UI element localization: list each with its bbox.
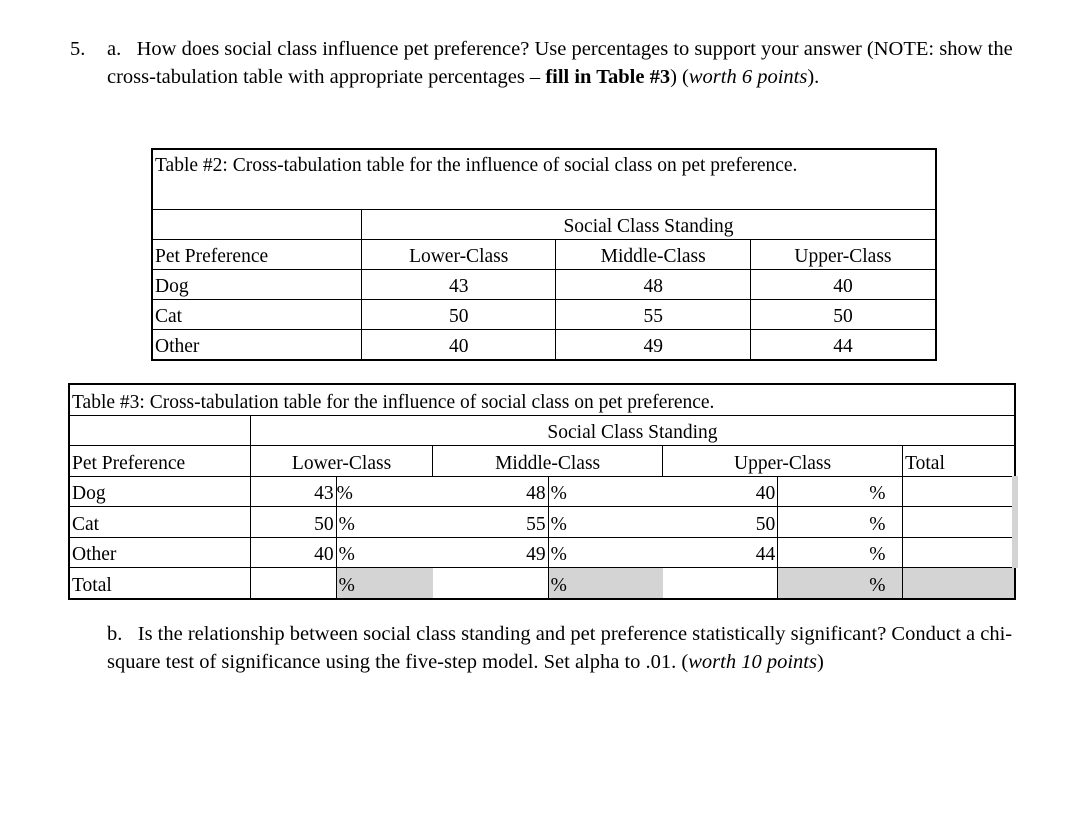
question-a-points: worth 6 points	[688, 66, 808, 88]
percent-input[interactable]	[548, 568, 662, 599]
cell: 43	[361, 270, 555, 300]
table-row	[69, 568, 1015, 599]
percent-input[interactable]	[778, 476, 903, 507]
percent-input[interactable]	[548, 476, 662, 507]
percent-symbol: %	[550, 483, 567, 504]
table-3	[68, 383, 1018, 600]
total-input[interactable]	[903, 507, 1015, 538]
percent-input[interactable]	[336, 568, 433, 599]
cell: 50	[250, 507, 336, 538]
question-number: 5.	[70, 38, 86, 60]
question-b-text2: )	[816, 651, 824, 673]
table-3-row-header: Pet Preference	[69, 446, 250, 477]
table-row	[152, 270, 936, 300]
table-3-caption: Table #3: Cross-tabulation table for the influence of social class on pet preference.	[69, 384, 1015, 415]
table-2-col-middle: Middle-Class	[556, 240, 751, 270]
table-row	[69, 507, 1015, 538]
percent-symbol: %	[338, 513, 355, 535]
table-3-group-header: Social Class Standing	[250, 415, 1015, 446]
question-b-letter: b.	[107, 623, 123, 645]
cell	[433, 568, 548, 599]
percent-symbol: %	[869, 483, 886, 504]
total-input[interactable]	[903, 568, 1015, 599]
percent-input[interactable]	[778, 568, 903, 599]
table-row	[152, 300, 936, 330]
total-input[interactable]	[903, 476, 1015, 507]
table-row	[69, 537, 1015, 568]
question-a-letter: a.	[107, 38, 122, 60]
row-label: Other	[69, 537, 250, 568]
cell: 55	[556, 300, 751, 330]
cell: 48	[433, 476, 548, 507]
percent-symbol: %	[550, 544, 567, 565]
cell: 55	[433, 507, 548, 538]
table-2	[151, 148, 937, 361]
percent-symbol: %	[338, 544, 355, 565]
table-2-caption: Table #2: Cross-tabulation table for the influence of social class on pet preference.	[152, 149, 936, 210]
percent-symbol: %	[338, 574, 355, 596]
row-label: Other	[152, 330, 361, 361]
percent-input[interactable]	[778, 507, 903, 538]
question-a-text3: ).	[807, 66, 820, 88]
cell: 40	[750, 270, 936, 300]
cell: 44	[750, 330, 936, 361]
cell: 50	[663, 507, 778, 538]
cell: 40	[361, 330, 555, 361]
question-a	[70, 35, 1030, 91]
percent-symbol: %	[869, 544, 886, 565]
question-b	[107, 620, 1027, 676]
question-a-text: How does social class influence pet preference? Use percentages to support your answer (NOTE: show the cross-tabulation table with appropriate percentages –	[107, 38, 1013, 88]
row-label: Dog	[152, 270, 361, 300]
percent-symbol: %	[336, 483, 353, 504]
table-2-group-header: Social Class Standing	[361, 210, 936, 240]
cell: 49	[433, 537, 548, 568]
table-3-col-lower: Lower-Class	[250, 446, 432, 477]
cell: 48	[556, 270, 751, 300]
row-label: Cat	[69, 507, 250, 538]
percent-input[interactable]	[548, 537, 662, 568]
question-b-text: Is the relationship between social class standing and pet preference statistically significant? Conduct a chi-square test of significance using the five-step model. Set alpha to .01. (	[107, 623, 1013, 673]
table-3-col-total: Total	[903, 446, 1015, 477]
table-3-col-upper: Upper-Class	[663, 446, 903, 477]
cell: 43	[250, 476, 336, 507]
table-row	[69, 476, 1015, 507]
cell	[663, 568, 778, 599]
question-a-body	[107, 35, 1030, 91]
percent-input[interactable]	[336, 476, 433, 507]
percent-input[interactable]	[336, 507, 433, 538]
table-2-row-header: Pet Preference	[152, 240, 361, 270]
percent-input[interactable]	[336, 537, 433, 568]
table-2-col-lower: Lower-Class	[361, 240, 555, 270]
percent-input[interactable]	[548, 507, 662, 538]
cell: 44	[663, 537, 778, 568]
row-label: Total	[69, 568, 250, 599]
cell: 50	[361, 300, 555, 330]
percent-symbol: %	[869, 574, 886, 596]
percent-input[interactable]	[778, 537, 903, 568]
question-a-text2: ) (	[670, 66, 689, 88]
percent-symbol: %	[869, 513, 886, 535]
table-2-col-upper: Upper-Class	[750, 240, 936, 270]
question-a-bold: fill in Table #3	[545, 66, 671, 88]
percent-symbol: %	[550, 513, 567, 535]
cell: 49	[556, 330, 751, 361]
question-b-points: worth 10 points	[688, 651, 817, 673]
row-label: Dog	[69, 476, 250, 507]
total-input[interactable]	[903, 537, 1015, 568]
row-label: Cat	[152, 300, 361, 330]
percent-symbol: %	[550, 574, 567, 596]
table-row	[152, 330, 936, 361]
cell: 40	[250, 537, 336, 568]
cell	[250, 568, 336, 599]
cell: 50	[750, 300, 936, 330]
table-3-col-middle: Middle-Class	[433, 446, 663, 477]
cell: 40	[663, 476, 778, 507]
